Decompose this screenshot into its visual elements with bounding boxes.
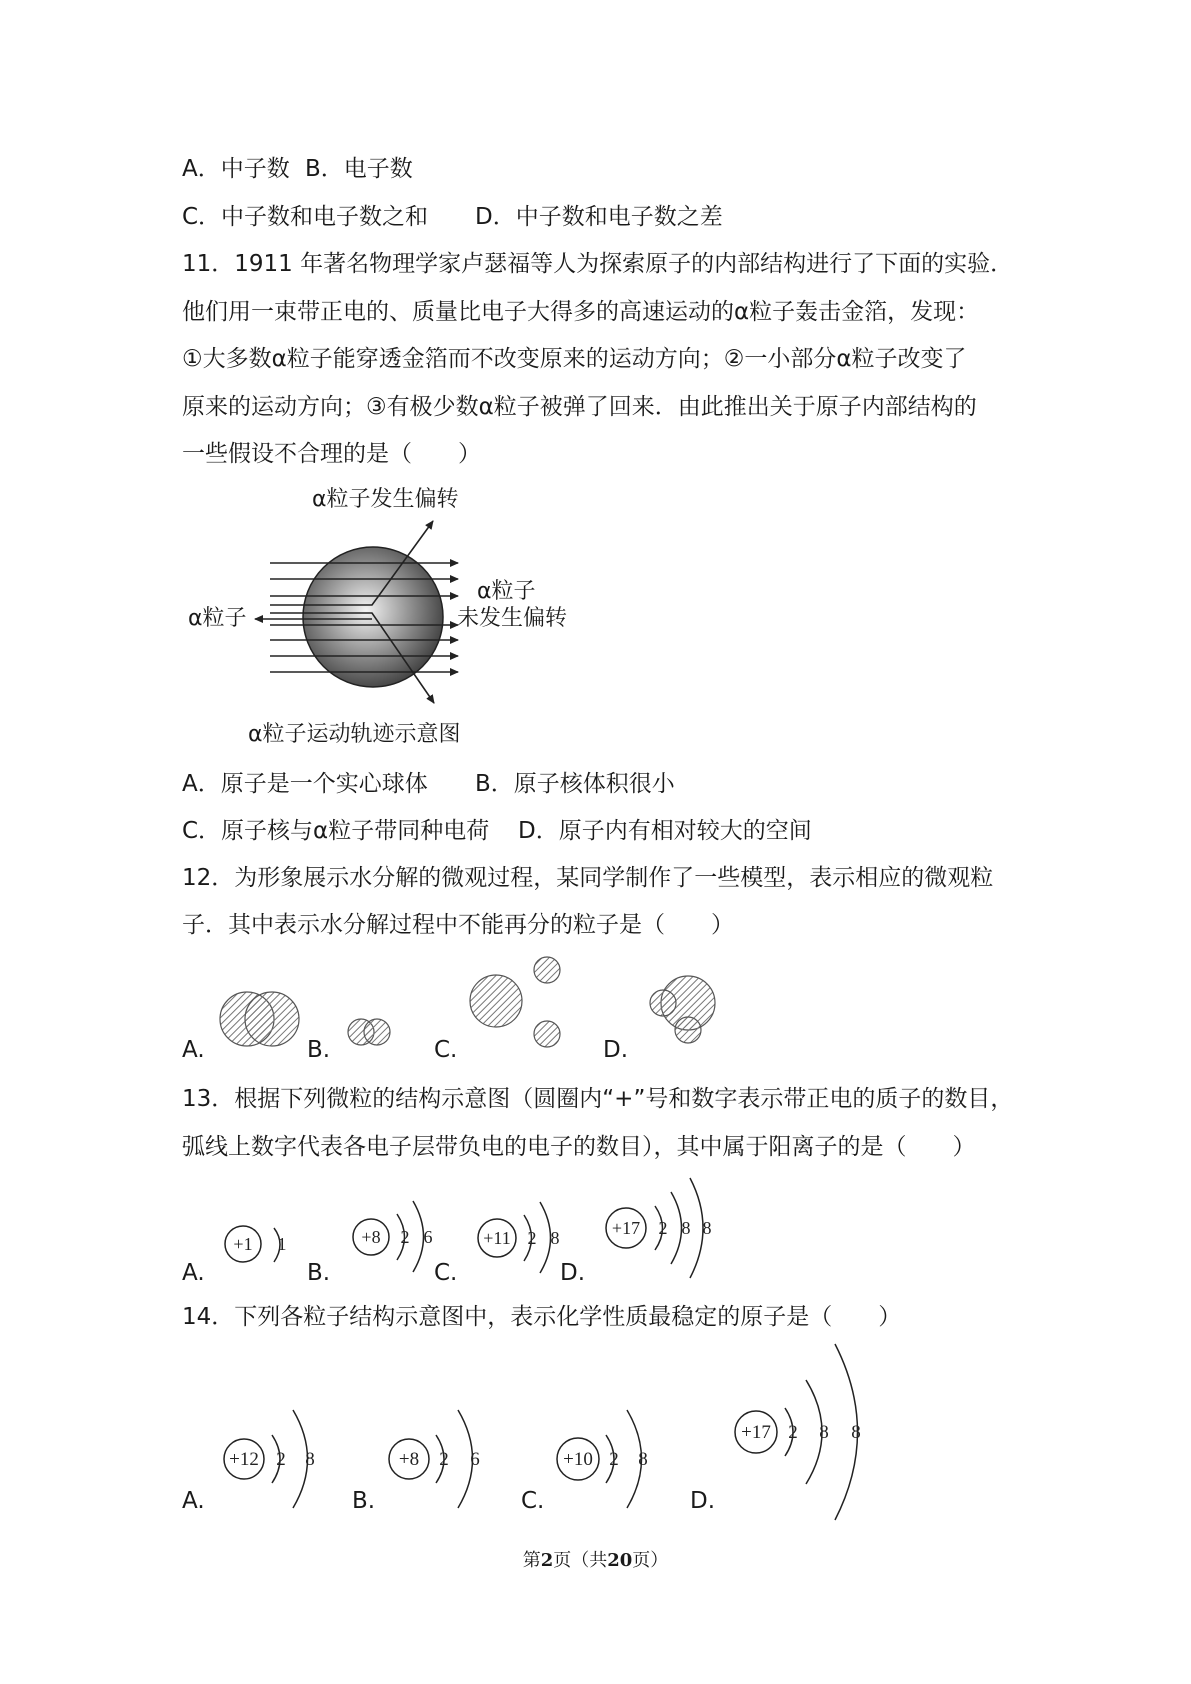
nucleus-label: +17 bbox=[741, 1422, 771, 1443]
nucleus-label: +8 bbox=[361, 1227, 381, 1247]
shell-label: 8 bbox=[819, 1422, 829, 1443]
q11-option-c: C．原子核与α粒子带同种电荷 bbox=[182, 818, 490, 844]
q14-option-c-label: C. bbox=[521, 1488, 545, 1514]
shell-label: 2 bbox=[400, 1227, 410, 1247]
footer-total-pages: 20 bbox=[607, 1550, 633, 1571]
footer-pre: 第 bbox=[522, 1550, 541, 1571]
nucleus-label: +11 bbox=[483, 1228, 511, 1248]
q10-option-d: D．中子数和电子数之差 bbox=[475, 204, 723, 230]
q14-diagram-d bbox=[735, 1344, 861, 1520]
q11-line-2: 他们用一束带正电的、质量比电子大得多的高速运动的α粒子轰击金箔，发现： bbox=[182, 299, 980, 325]
q12-line-2: 子．其中表示水分解过程中不能再分的粒子是（ ） bbox=[182, 912, 734, 938]
q14-question: 14．下列各粒子结构示意图中，表示化学性质最稳定的原子是（ ） bbox=[182, 1304, 902, 1330]
q13-line-1: 13．根据下列微粒的结构示意图（圆圈内“+”号和数字表示带正电的质子的数目， bbox=[182, 1086, 1014, 1112]
nucleus-label: +17 bbox=[611, 1218, 641, 1238]
q12-option-c-label: C. bbox=[434, 1037, 458, 1063]
shell-label: 8 bbox=[681, 1218, 691, 1238]
label-alpha-right: α粒子 bbox=[477, 579, 536, 604]
q13-option-c-label: C. bbox=[434, 1260, 458, 1286]
q13-option-a-label: A. bbox=[182, 1260, 205, 1286]
shell-label: 6 bbox=[470, 1449, 480, 1470]
q12-option-d-label: D. bbox=[603, 1037, 629, 1063]
q10-option-b: B．电子数 bbox=[305, 156, 413, 182]
footer-mid: 页（共 bbox=[553, 1550, 608, 1571]
footer-post: 页） bbox=[632, 1550, 669, 1571]
shell-label: 6 bbox=[423, 1227, 433, 1247]
q11-line-5: 一些假设不合理的是（ ） bbox=[182, 441, 481, 467]
shell-label: 2 bbox=[609, 1449, 619, 1470]
q14-option-d-label: D. bbox=[690, 1488, 716, 1514]
shell-label: 8 bbox=[851, 1422, 861, 1443]
figure-caption: α粒子运动轨迹示意图 bbox=[248, 722, 461, 747]
page-footer bbox=[0, 1546, 1191, 1572]
footer-page-number: 2 bbox=[540, 1550, 554, 1571]
shell-label: 2 bbox=[527, 1228, 537, 1248]
q13-option-b-label: B. bbox=[307, 1260, 331, 1286]
q12-line-1: 12．为形象展示水分解的微观过程，某同学制作了一些模型，表示相应的微观粒 bbox=[182, 865, 994, 891]
shell-label: 2 bbox=[658, 1218, 668, 1238]
q12-option-a-label: A. bbox=[182, 1037, 205, 1063]
q10-option-a: A．中子数 bbox=[182, 156, 290, 182]
nucleus-label: +12 bbox=[229, 1449, 259, 1470]
q14-diagram-a bbox=[224, 1410, 315, 1508]
q10-option-c: C．中子数和电子数之和 bbox=[182, 204, 429, 230]
q14-diagram-c bbox=[557, 1410, 648, 1508]
label-not-deflected: 未发生偏转 bbox=[457, 606, 568, 631]
q11-line-1: 11．1911 年著名物理学家卢瑟福等人为探索原子的内部结构进行了下面的实验． bbox=[182, 251, 1014, 277]
q13-line-2: 弧线上数字代表各电子层带负电的电子的数目），其中属于阳离子的是（ ） bbox=[182, 1134, 976, 1160]
nucleus-label: +10 bbox=[563, 1449, 593, 1470]
shell-label: 2 bbox=[788, 1422, 798, 1443]
q14-option-b-label: B. bbox=[352, 1488, 376, 1514]
q14-option-a-label: A. bbox=[182, 1488, 205, 1514]
label-deflected: α粒子发生偏转 bbox=[312, 487, 459, 512]
q11-line-4: 原来的运动方向；③有极少数α粒子被弹了回来．由此推出关于原子内部结构的 bbox=[182, 394, 977, 420]
q14-diagram-b bbox=[389, 1410, 480, 1508]
shell-label: 8 bbox=[702, 1218, 712, 1238]
shell-label: 1 bbox=[277, 1234, 287, 1254]
q11-option-b: B．原子核体积很小 bbox=[475, 771, 675, 797]
q11-line-3: ①大多数α粒子能穿透金箔而不改变原来的运动方向；②一小部分α粒子改变了 bbox=[182, 346, 967, 372]
label-alpha-left: α粒子 bbox=[188, 606, 247, 631]
shell-label: 2 bbox=[439, 1449, 449, 1470]
q11-option-d: D．原子内有相对较大的空间 bbox=[518, 818, 812, 844]
nucleus-label: +1 bbox=[233, 1234, 253, 1254]
q11-option-a: A．原子是一个实心球体 bbox=[182, 771, 428, 797]
shell-label: 2 bbox=[276, 1449, 286, 1470]
shell-label: 8 bbox=[305, 1449, 315, 1470]
shell-label: 8 bbox=[638, 1449, 648, 1470]
q13-option-d-label: D. bbox=[560, 1260, 586, 1286]
q12-option-b-label: B. bbox=[307, 1037, 331, 1063]
nucleus-label: +8 bbox=[398, 1449, 420, 1470]
shell-label: 8 bbox=[550, 1228, 560, 1248]
